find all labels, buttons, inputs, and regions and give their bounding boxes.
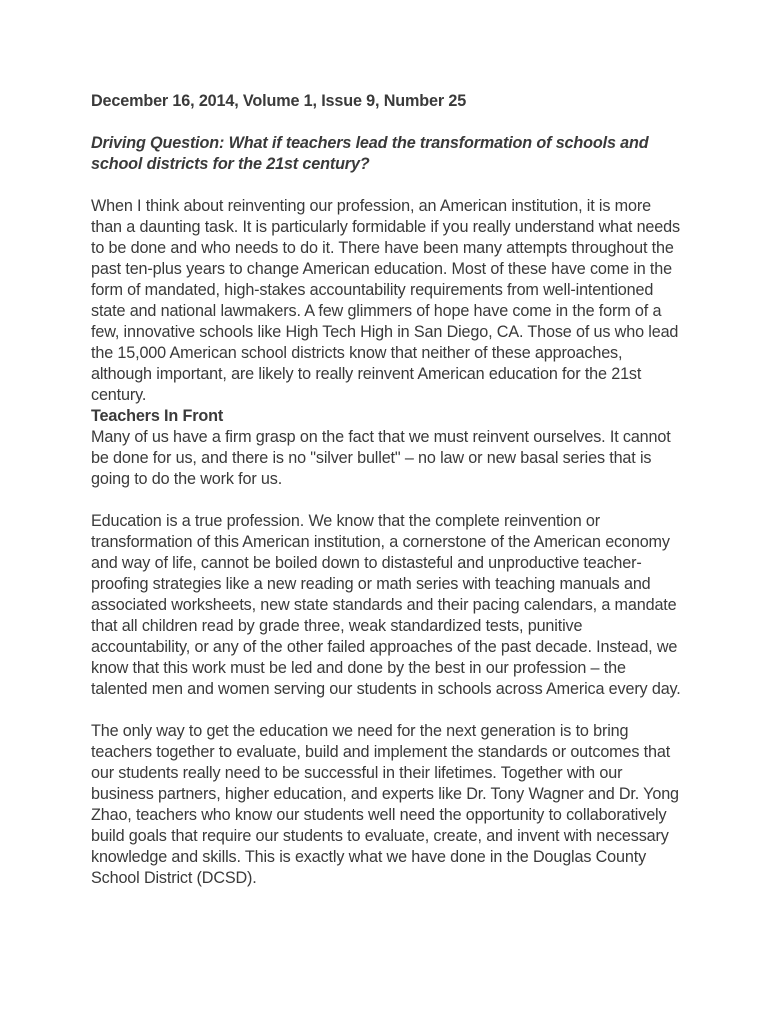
document-page xyxy=(91,91,683,889)
paragraph-intro: When I think about reinventing our profession, an American institution, it is more than a daunting task. It is particularly formidable if you really understand what needs to be done and who needs to do it. There have been many attempts throughout the past ten-plus years to change American education. Most of these have come in the form of mandated, high-stakes accountability requirements from well-intentioned state and national lawmakers. A few glimmers of hope have come in the form of a few, innovative schools like High Tech High in San Diego, CA. Those of us who lead the 15,000 American school districts know that neither of these approaches, although important, are likely to really reinvent American education for the 21st century. xyxy=(91,197,680,404)
subheading-teachers-in-front: Teachers In Front xyxy=(91,407,224,425)
paragraph-only-way: The only way to get the education we need for the next generation is to bring teachers together to evaluate, build and implement the standards or outcomes that our students really need to be successful in their lifetimes. Together with our business partners, higher education, and experts like Dr. Tony Wagner and Dr. Yong Zhao, teachers who know our students well need the opportunity to collaboratively build goals that require our students to evaluate, create, and invent with necessary knowledge and skills. This is exactly what we have done in the Douglas County School District (DCSD). xyxy=(91,722,679,887)
dateline: December 16, 2014, Volume 1, Issue 9, Number 25 xyxy=(91,92,467,110)
paragraph-reinvent: Many of us have a firm grasp on the fact that we must reinvent ourselves. It cannot be done for us, and there is no "silver bullet" – no law or new basal series that is going to do the work for us. xyxy=(91,428,671,488)
paragraph-profession: Education is a true profession. We know that the complete reinvention or transformation of this American institution, a cornerstone of the American economy and way of life, cannot be boiled down to distasteful and unproductive teacher-proofing strategies like a new reading or math series with teaching manuals and associated worksheets, new state standards and their pacing calendars, a mandate that all children read by grade three, weak standardized tests, punitive accountability, or any of the other failed approaches of the past decade. Instead, we know that this work must be led and done by the best in our profession – the talented men and women serving our students in schools across America every day. xyxy=(91,512,681,698)
driving-question: Driving Question: What if teachers lead the transformation of schools and school districts for the 21st century? xyxy=(91,134,649,173)
